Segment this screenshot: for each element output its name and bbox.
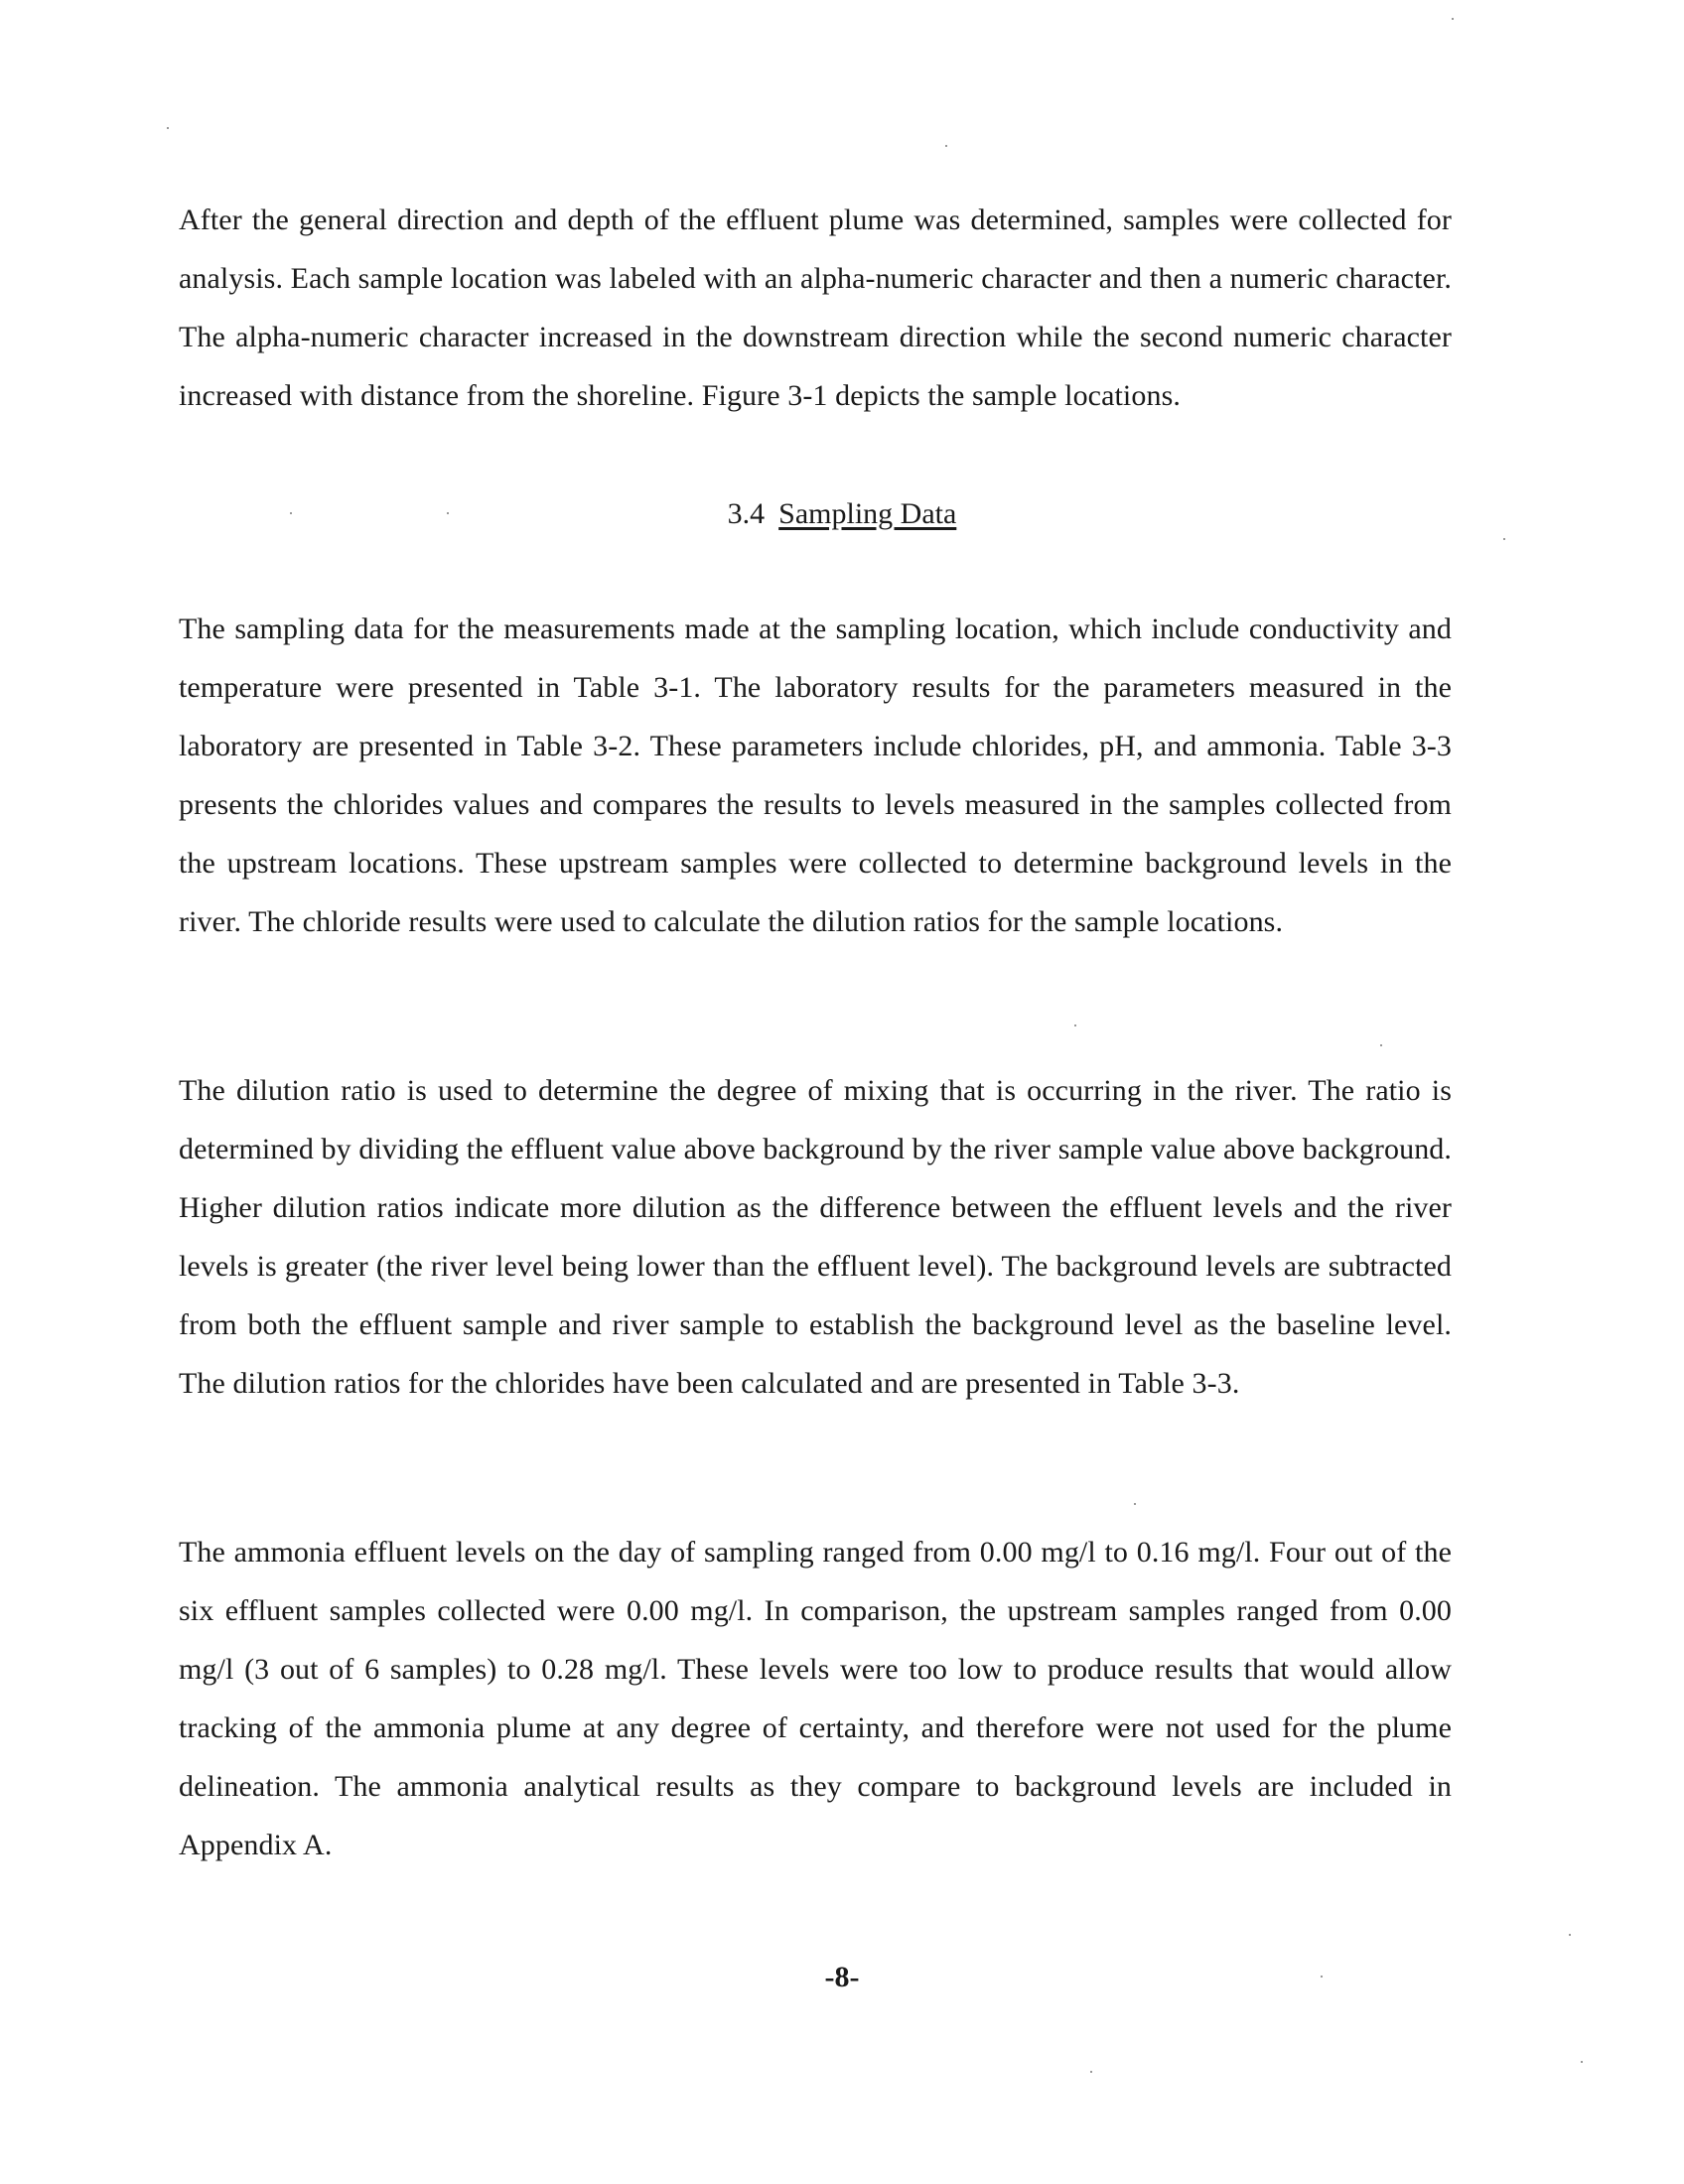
section-heading xyxy=(0,484,1684,543)
scan-speck xyxy=(945,145,947,147)
section-number: 3.4 xyxy=(727,497,766,530)
page-number: -8- xyxy=(824,1961,860,1993)
scan-speck xyxy=(1503,538,1505,540)
section-title: Sampling Data xyxy=(778,497,957,530)
scan-speck xyxy=(1134,1503,1136,1505)
scan-speck xyxy=(1581,2061,1583,2063)
scan-speck xyxy=(167,127,169,129)
scan-speck xyxy=(1074,1024,1076,1026)
scan-speck xyxy=(447,512,449,514)
scan-speck xyxy=(1380,1044,1382,1046)
paragraph-ammonia: The ammonia effluent levels on the day of sampling ranged from 0.00 mg/l to 0.16 mg/l. Four out of the six effluent samples collected were 0.00 mg/l. In comparison, the upstream samples ranged from 0.00 mg/l (3 out of 6 samples) to 0.28 mg/l. These levels were too low to produce results that would allow tracking of the ammonia plume at any degree of certainty, and therefore were not used for the plume delineation. The ammonia analytical results as they compare to background levels are included in Appendix A. xyxy=(179,1536,1452,1861)
scan-speck xyxy=(1569,1934,1571,1936)
paragraph-sample-locations: After the general direction and depth of the effluent plume was determined, samples were collected for analysis. Each sample location was labeled with an alpha-numeric character and then a numeric character. The alpha-numeric character increased in the downstream direction while the second numeric character increased with distance from the shoreline. Figure 3-1 depicts the sample locations. xyxy=(179,204,1452,412)
scan-speck xyxy=(290,512,292,514)
scan-speck xyxy=(1321,1976,1323,1978)
scan-speck xyxy=(1090,2071,1092,2073)
paragraph-dilution-ratio: The dilution ratio is used to determine the degree of mixing that is occurring in the river. The ratio is determined by dividing the effluent value above background by the river sample value above background. Higher dilution ratios indicate more dilution as the difference between the effluent levels and the river levels is greater (the river level being lower than the effluent level). The background levels are subtracted from both the effluent sample and river sample to establish the background level as the baseline level. The dilution ratios for the chlorides have been calculated and are presented in Table 3-3. xyxy=(179,1074,1452,1400)
scan-speck xyxy=(1452,18,1454,20)
paragraph-sampling-data: The sampling data for the measurements made at the sampling location, which include conductivity and temperature were presented in Table 3-1. The laboratory results for the parameters measured in the laboratory are presented in Table 3-2. These parameters include chlorides, pH, and ammonia. Table 3-3 presents the chlorides values and compares the results to levels measured in the samples collected from the upstream locations. These upstream samples were collected to determine background levels in the river. The chloride results were used to calculate the dilution ratios for the sample locations. xyxy=(179,613,1452,938)
